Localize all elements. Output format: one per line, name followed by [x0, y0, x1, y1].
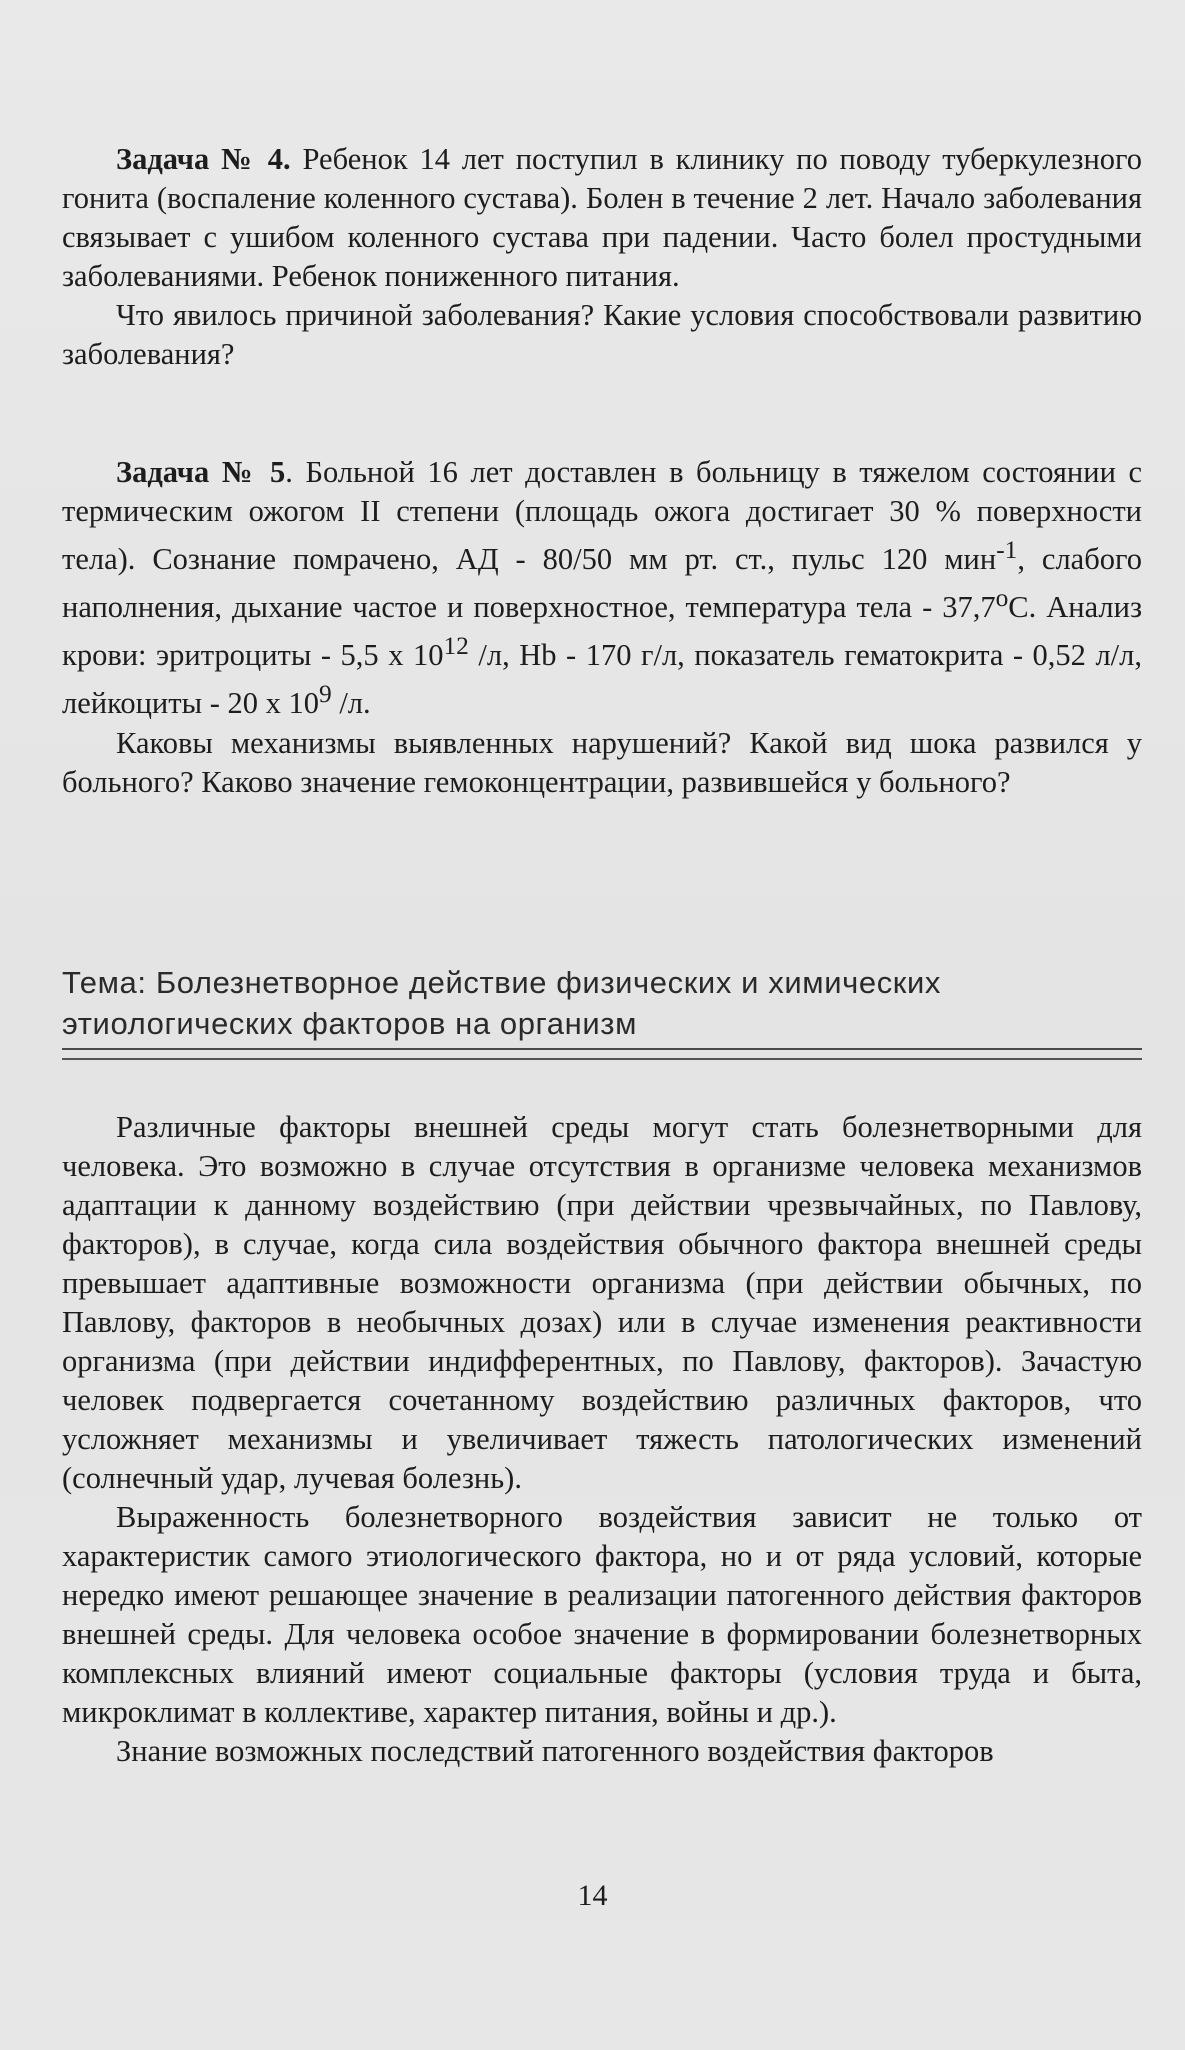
task-5-sup-rbc: 12 — [443, 632, 469, 661]
task-5-text-5: /л. — [331, 686, 371, 721]
task-4-body — [62, 140, 1142, 296]
task-4-text: Ребенок 14 лет поступил в клинику по поводу туберкулезного гонита (воспаление коленного сустава). Болен в течение 2 лет. Начало заболевания связывает с ушибом коленного сустава при падении. Часто болел простудными заболеваниями. Ребенок пониженного питания. — [62, 142, 1143, 293]
paragraph-2: Выраженность болезнетворного воздействия зависит не только от характеристик самого этиологического фактора, но и от ряда условий, которые нередко имеют решающее значение в реализации патогенного действия факторов внешней среды. Для человека особое значение в формировании болезнетворных комплексных влияний имеют социальные факторы (условия труда и быта, микроклимат в коллективе, характер питания, войны и др.). — [62, 1500, 1142, 1729]
task-5-text-2: , слабого наполнения, дыхание частое и поверхностное, температура тела - 37,7 — [62, 542, 1142, 625]
task-4-heading: Задача № 4. — [116, 142, 291, 176]
main-text — [62, 1108, 1142, 1771]
task-5-sup-pulse: -1 — [996, 536, 1018, 564]
topic-title-line-1: Тема: Болезнетворное действие физических и химических — [62, 965, 941, 1000]
task-5-heading: Задача № 5 — [116, 455, 286, 489]
paragraph-3: Знание возможных последствий патогенного воздействия факторов — [116, 1734, 994, 1768]
task-5-text-4: /л, Hb - 170 г/л, показатель гематокрита - 0,52 л/л, лейкоциты - 20 х 10 — [62, 638, 1142, 721]
task-5-sup-degree: о — [995, 584, 1009, 613]
task-5-sup-wbc: 9 — [318, 680, 332, 709]
topic-underline — [62, 1048, 1142, 1050]
topic-header — [62, 962, 1142, 1060]
task-4-question: Что явилось причиной заболевания? Какие условия способствовали развитию заболевания? — [62, 298, 1142, 371]
task-5 — [62, 453, 1142, 802]
task-5-question: Каковы механизмы выявленных нарушений? Какой вид шока развился у больного? Каково значение гемоконцентрации, развившейся у больного? — [62, 725, 1142, 799]
page-number: 14 — [577, 1879, 608, 1912]
task-5-text-3: С. Анализ крови: эритроциты - 5,5 х 10 — [62, 590, 1142, 673]
task-5-text: . Больной 16 лет доставлен в больницу в тяжелом состоянии с термическим ожогом II степени (площадь ожога достигает 30 % поверхности тела). Сознание помрачено, АД - 80/50 мм рт. ст., пульс 120 мин — [62, 455, 1143, 577]
task-5-body — [62, 453, 1142, 724]
topic-title-line-2: этиологических факторов на организм — [62, 1006, 637, 1041]
paragraph-1: Различные факторы внешней среды могут стать болезнетворными для человека. Это возможно в случае отсутствия в организме человека механизмов адаптации к данному воздействию (при действии чрезвычайных, по Павлову, факторов), в случае, когда сила воздействия обычного фактора внешней среды превышает адаптивные возможности организма (при действии обычных, по Павлову, факторов в необычных дозах) или в случае изменения реактивности организма (при действии индифферентных, по Павлову, факторов). Зачастую человек подвергается сочетанному воздействию различных факторов, что усложняет механизмы и увеличивает тяжесть патологических изменений (солнечный удар, лучевая болезнь). — [62, 1110, 1142, 1495]
topic-double-rule — [62, 1058, 1142, 1060]
task-4 — [62, 140, 1142, 374]
